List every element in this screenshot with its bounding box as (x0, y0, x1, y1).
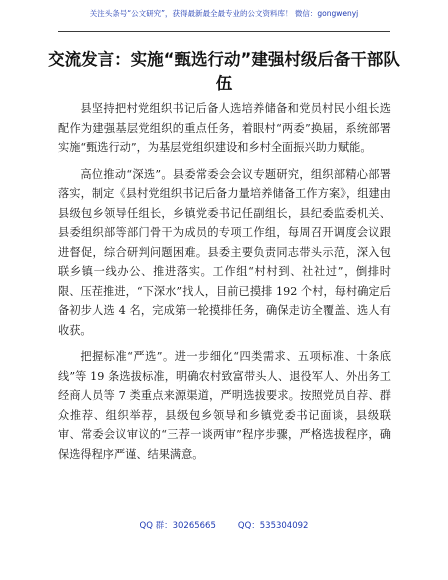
footer-contact (0, 519, 448, 531)
document-title: 交流发言：实施“甄选行动”建强村级后备干部队伍 (48, 50, 400, 93)
footer-qq-group: QQ 群：30265665 (139, 521, 216, 531)
paragraph-high-level-push: 高位推动“深选”。县委常委会会议专题研究，组织部精心部署落实，制定《县村党组织书记后备力量培养储备工作方案》，组建由县级包乡领导任组长，乡镇党委书记任副组长，县纪委监委机关、县委组织部等部门骨干为成员的专项工作组，每周召开调度会议跟进督促，综合研判问题困难。县委主要负责同志带头示范，深入包联乡镇一线办公、推进落实。工作组“村村到、社社过”，倒排时限、压茬推进，“下深水”找人，目前已摸排 192 个村，每村确定后备初步人选 4 名，完成第一轮摸排任务，确保走访全覆盖、选人有收获。 (58, 167, 391, 337)
document-body (58, 99, 391, 471)
paragraph-intro: 县坚持把村党组织书记后备人选培养储备和党员村民小组长选配作为建强基层党组织的重点任务，着眼村“两委”换届，系统部署实施“甄选行动”，为基层党组织建设和乡村全面振兴助力赋能。 (58, 102, 391, 154)
header-banner: 关注头条号“公文研究”，获得最新最全最专业的公文资料库！ 微信：gongwenyj (89, 9, 359, 18)
header-divider (58, 31, 390, 32)
paragraph-strict-standards: 把握标准“严选”。进一步细化“四类需求、五项标准、十条底线”等 19 条选拔标准，明确农村致富带头人、退役军人、外出务工经商人员等 7 类重点来源渠道，严明选拔要求。按照党员自荐、群众推荐、组织举荐，县级包乡领导和乡镇党委书记面谈，县级联审、常委会议审议的“三荐一谈两审”程序步骤，严格选拔程序，确保选得程序严谨、结果满意。 (58, 350, 391, 461)
footer-qq-number: QQ：535304092 (237, 521, 309, 531)
